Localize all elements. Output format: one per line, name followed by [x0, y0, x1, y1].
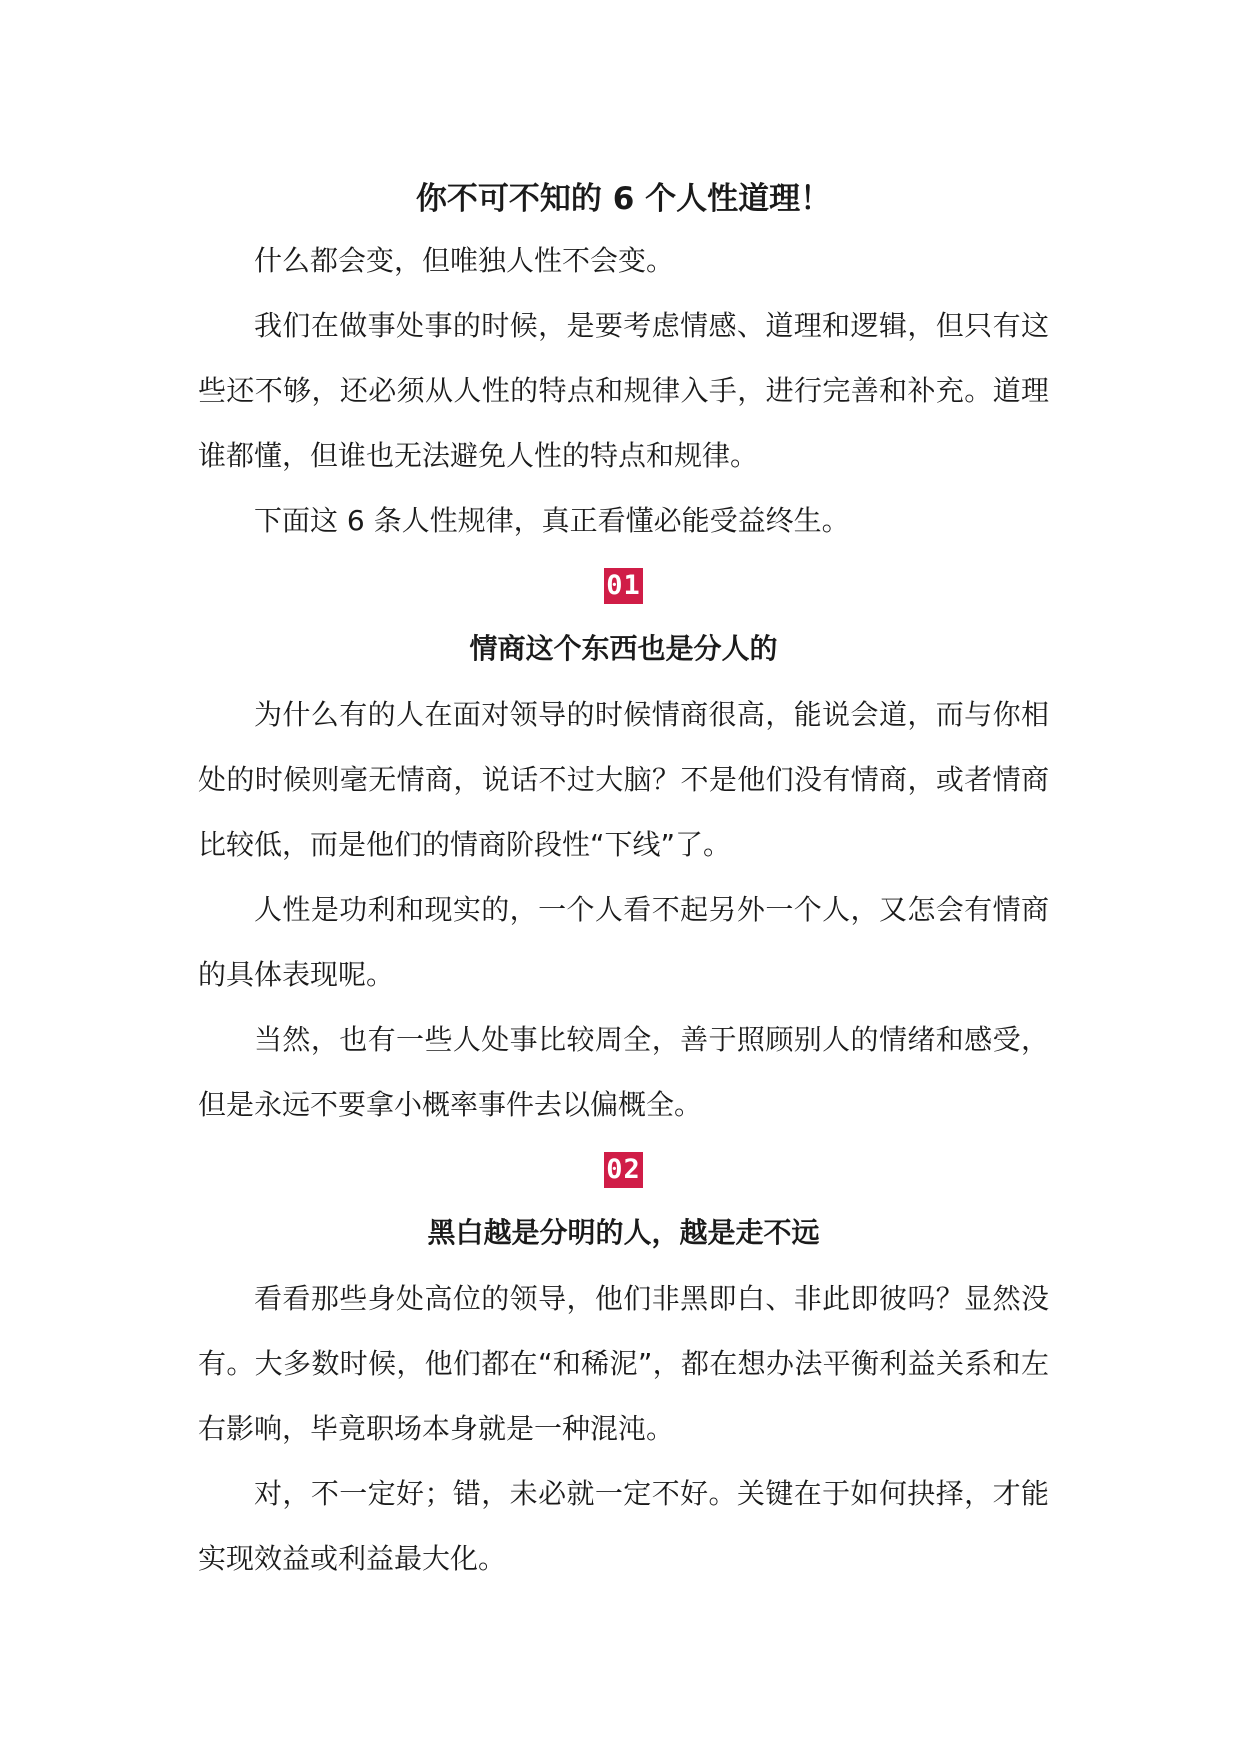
- section-heading: 黑白越是分明的人，越是走不远: [427, 1216, 820, 1249]
- section-heading: 情商这个东西也是分人的: [469, 632, 778, 665]
- section-paragraph: 为什么有的人在面对领导的时候情商很高，能说会道，而与你相处的时候则毫无情商，说话不过大脑？不是他们没有情商，或者情商比较低，而是他们的情商阶段性“下线”了。: [198, 698, 1049, 861]
- section-number-row: [198, 553, 1049, 616]
- section-paragraph: 对，不一定好；错，未必就一定不好。关键在于如何抉择，才能实现效益或利益最大化。: [198, 1477, 1049, 1575]
- section-paragraph: 看看那些身处高位的领导，他们非黑即白、非此即彼吗？显然没有。大多数时候，他们都在“和稀泥”，都在想办法平衡利益关系和左右影响，毕竟职场本身就是一种混沌。: [198, 1282, 1049, 1445]
- section-02: [198, 1137, 1049, 1591]
- section-paragraph: 当然，也有一些人处事比较周全，善于照顾别人的情绪和感受，但是永远不要拿小概率事件去以偏概全。: [198, 1023, 1049, 1121]
- section-number-badge: 01: [604, 568, 643, 604]
- section-number-badge: 02: [604, 1152, 643, 1188]
- intro-paragraph: 什么都会变，但唯独人性不会变。: [254, 244, 675, 277]
- document-page: [198, 170, 1049, 1591]
- intro-paragraph: 我们在做事处事的时候，是要考虑情感、道理和逻辑，但只有这些还不够，还必须从人性的特点和规律入手，进行完善和补充。道理谁都懂，但谁也无法避免人性的特点和规律。: [198, 309, 1049, 472]
- section-paragraph: 人性是功利和现实的，一个人看不起另外一个人，又怎会有情商的具体表现呢。: [198, 893, 1049, 991]
- section-01: [198, 553, 1049, 1137]
- document-title: 你不可不知的 6 个人性道理！: [415, 181, 832, 217]
- intro-paragraph: 下面这 6 条人性规律，真正看懂必能受益终生。: [254, 504, 850, 537]
- section-number-row: [198, 1137, 1049, 1200]
